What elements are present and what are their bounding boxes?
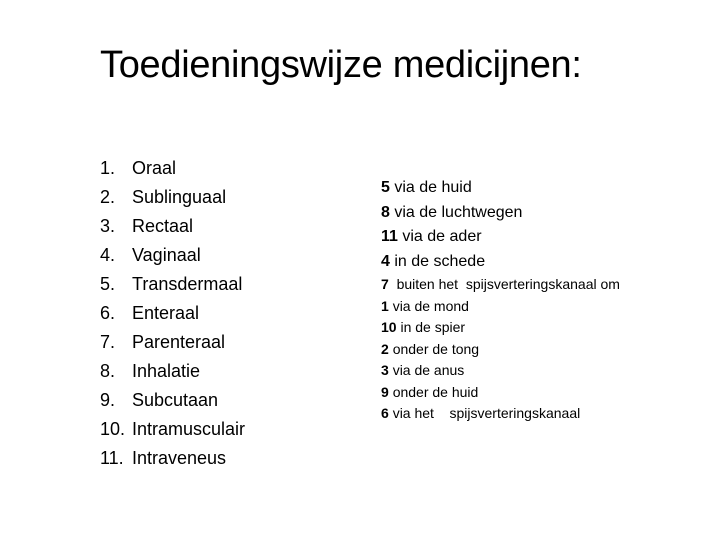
description-text: in de spier [400,319,466,335]
route-number: 5. [100,274,116,294]
description-item [381,296,620,318]
description-item [381,339,620,361]
slide-title: Toedieningswijze medicijnen: [100,44,582,86]
route-item [100,299,245,328]
description-text: via het spijsverteringskanaal [392,405,581,421]
description-number: 5 [381,179,390,196]
description-number: 7 [381,276,389,292]
route-label: Intraveneus [132,448,227,468]
route-label: Intramusculair [132,419,246,439]
route-item [100,154,245,183]
route-number: 11. [100,448,124,468]
description-list [381,176,620,425]
route-item [100,415,245,444]
route-number: 9. [100,390,116,410]
route-label: Rectaal [132,216,194,236]
route-item [100,270,245,299]
route-number: 1. [100,158,116,178]
description-number: 3 [381,362,389,378]
route-label: Inhalatie [132,361,201,381]
route-list [100,154,245,473]
description-item [381,274,620,296]
route-item [100,357,245,386]
route-label: Vaginaal [132,245,201,265]
route-item [100,212,245,241]
description-item [381,201,620,226]
description-text: via de ader [402,228,482,245]
route-label: Transdermaal [132,274,243,294]
description-item [381,403,620,425]
route-number: 3. [100,216,116,236]
route-number: 2. [100,187,116,207]
route-item [100,183,245,212]
description-number: 1 [381,297,389,314]
route-number: 7. [100,332,116,352]
description-item [381,382,620,404]
route-number: 8. [100,361,116,381]
route-item [100,241,245,270]
route-label: Sublinguaal [132,187,227,207]
description-text: onder de tong [392,340,480,357]
description-text: onder de huid [392,383,479,400]
description-text: via de anus [392,362,465,378]
description-number: 2 [381,340,389,357]
description-number: 4 [381,252,390,270]
description-number: 9 [381,383,389,400]
route-number: 6. [100,303,116,323]
description-text: in de schede [394,252,486,270]
description-item [381,317,620,339]
route-item [100,444,245,473]
description-item [381,250,620,275]
description-item [381,176,620,201]
route-number: 10. [100,419,126,439]
description-number: 10 [381,319,397,335]
description-item [381,360,620,382]
description-number: 6 [381,405,389,421]
description-number: 11 [381,228,398,245]
route-label: Parenteraal [132,332,226,352]
description-item [381,225,620,250]
route-label: Oraal [132,158,177,178]
route-number: 4. [100,245,116,265]
description-text: via de mond [392,297,469,314]
description-text: buiten het spijsverteringskanaal om [396,276,620,292]
route-item [100,386,245,415]
description-text: via de huid [394,179,472,196]
description-number: 8 [381,203,390,221]
route-item [100,328,245,357]
route-label: Subcutaan [132,390,219,410]
route-label: Enteraal [132,303,200,323]
description-text: via de luchtwegen [394,203,523,221]
